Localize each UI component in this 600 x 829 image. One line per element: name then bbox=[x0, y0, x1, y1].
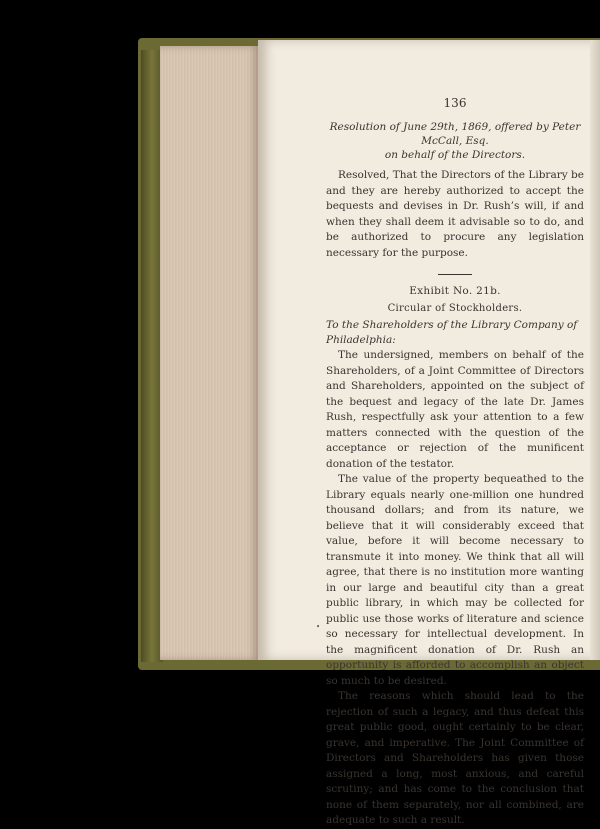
salutation: To the Shareholders of the Library Company of Philadelphia: bbox=[326, 319, 578, 346]
page-mark: • bbox=[316, 623, 321, 631]
circular-title: Circular of Stockholders. bbox=[387, 303, 523, 314]
section-divider bbox=[438, 274, 472, 275]
page-text bbox=[326, 96, 584, 829]
body-paragraph-2: The value of the property bequeathed to the Library equals nearly one-million one hundred thousand dollars; and from its nature, we believe that it will considerably exceed that value, before it will become necessary to transmute it into money. We think that all will agree, that there is no institution more wanting in our large and beautiful city than a great public library, in which may be collected for public use those works of literature and science so necessary for intellectual development. In the magnificent donation of Dr. Rush an opportunity is afforded to accomplish an object so much to be desired. bbox=[326, 473, 584, 687]
page-block-edge bbox=[160, 46, 260, 660]
page-right-edge bbox=[590, 40, 600, 660]
resolved-paragraph: Resolved, That the Directors of the Library be and they are hereby authorized to accept the bequests and devises in Dr. Rush’s will, if and when they shall deem it advisable so to do, and be authorized to procure any legislation necessary for the purpose. bbox=[326, 169, 584, 259]
exhibit-title: Exhibit No. 21b. bbox=[409, 285, 501, 297]
body-paragraph-1: The undersigned, members on behalf of the Shareholders, of a Joint Committee of Directors and Shareholders, appointed on the subject of the bequest and legacy of the late Dr. James Rush, respectfully ask your attention to a few matters connected with the question of the acceptance or rejection of the munificent donation of the testator. bbox=[326, 349, 584, 470]
body-paragraph-3: The reasons which should lead to the rejection of such a legacy, and thus defeat this great public good, ought certainly to be clear, grave, and imperative. The Joint Committee of Directors and Shareholders has given those assigned a long, most anxious, and careful scrutiny; and has come to the conclusion that none of them separately, nor all combined, are adequate to such a result. bbox=[326, 690, 584, 826]
page-number: 136 bbox=[443, 96, 467, 110]
resolution-heading-line-1: Resolution of June 29th, 1869, offered by Peter McCall, Esq. bbox=[329, 121, 581, 147]
resolution-heading-line-2: on behalf of the Directors. bbox=[384, 149, 526, 161]
